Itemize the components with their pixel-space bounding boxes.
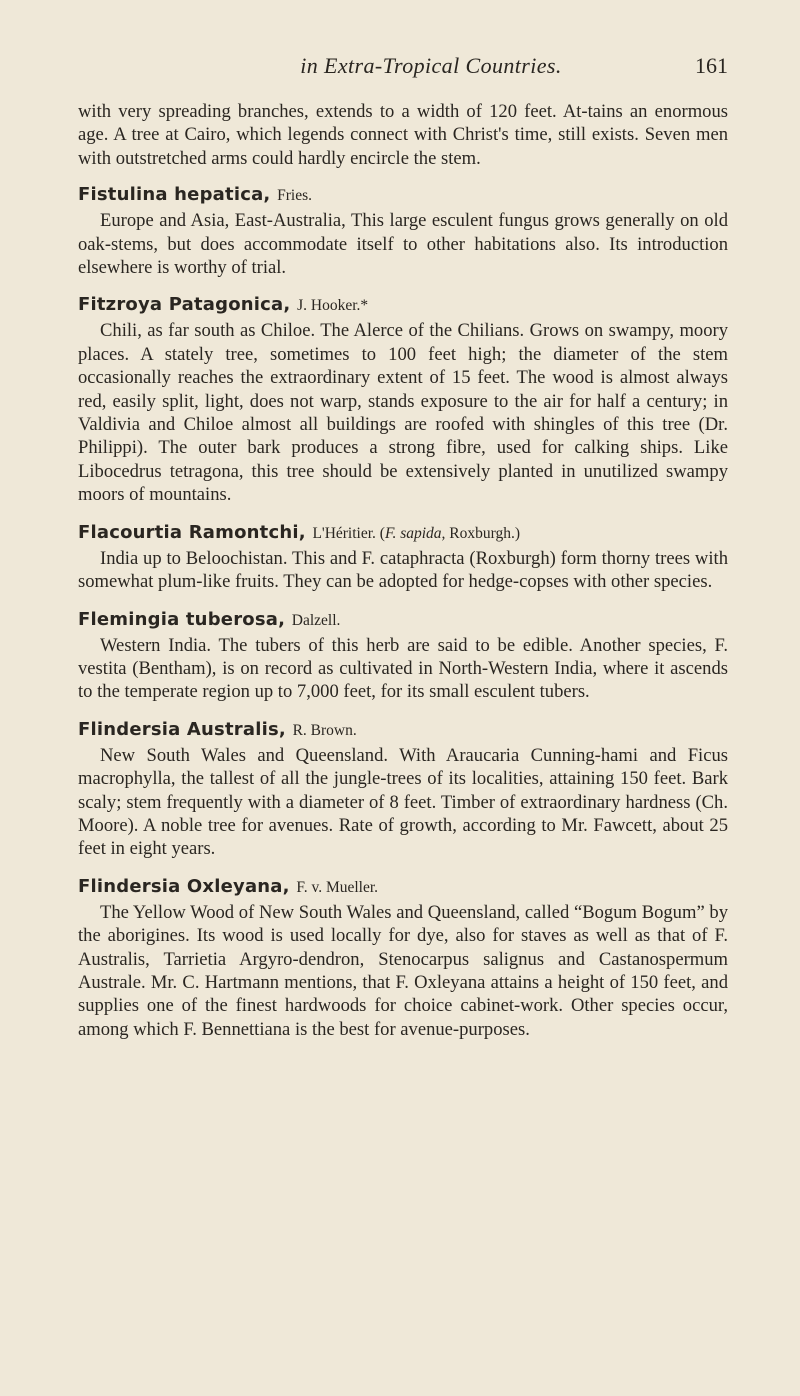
species-name: Flindersia Australis, — [78, 718, 286, 740]
entry-description: Western India. The tubers of this herb are said to be edible. Another species, F. vestita (Bentham), is on record as cultivated in North-Western India, where it ascends to the temperate region up to 7,000 feet, for its small esculent tubers. — [78, 634, 728, 703]
species-author — [312, 525, 520, 542]
species-author: Dalzell. — [291, 611, 341, 629]
species-name: Flindersia Oxleyana, — [78, 875, 290, 897]
species-name: Flacourtia Ramontchi, — [78, 521, 306, 543]
entry-heading — [78, 182, 728, 209]
entry-description: Chili, as far south as Chiloe. The Alerce of the Chilians. Grows on swampy, moory places. A stately tree, sometimes to 100 feet high; the diameter of the stem occasionally reaches the extraordinary extent of 15 feet. The wood is almost always red, easily split, light, does not warp, stands exposure to the air for half a century; in Valdivia and Chiloe almost all buildings are roofed with shingles of this tree (Dr. Philippi). The outer bark produces a strong fibre, used for calking ships. Like Libocedrus tetragona, this tree should be extensively planted in unutilized swampy moors of mountains. — [78, 320, 728, 506]
entry-flemingia-tuberosa — [78, 607, 728, 704]
entry-flindersia-oxleyana — [78, 874, 728, 1041]
entry-flindersia-australis — [78, 717, 728, 861]
species-author: F. v. Mueller. — [296, 878, 379, 896]
entry-description: The Yellow Wood of New South Wales and Queensland, called “Bogum Bogum” by the aborigines. Its wood is used locally for dye, also for staves as well as that of F. Australis, Tarrietia Argyro-dendron, Stenocarpus salignus and Castanospermum Australe. Mr. C. Hartmann mentions, that F. Oxleyana attains a height of 150 feet, and supplies one of the finest hardwoods for choice cabinet-work. Other species occur, among which F. Bennettiana is the best for avenue-purposes. — [78, 901, 728, 1040]
entry-flacourtia-ramontchi — [78, 520, 728, 594]
page-header — [78, 52, 728, 86]
species-author: J. Hooker.* — [297, 297, 369, 315]
synonym-author: Roxburgh.) — [445, 524, 521, 542]
entry-heading — [78, 717, 728, 744]
species-author: Fries. — [277, 187, 312, 205]
running-head: in Extra-Tropical Countries. — [300, 53, 562, 78]
species-author: R. Brown. — [292, 721, 357, 739]
page-body — [78, 100, 728, 1041]
entry-fistulina-hepatica — [78, 182, 728, 279]
species-name: Flemingia tuberosa, — [78, 608, 286, 630]
entry-heading — [78, 607, 728, 634]
species-name: Fitzroya Patagonica, — [78, 294, 291, 316]
entry-heading — [78, 520, 728, 547]
entry-heading — [78, 874, 728, 901]
entry-heading — [78, 292, 728, 319]
entry-description: India up to Beloochistan. This and F. cataphracta (Roxburgh) form thorny trees with somewhat plum-like fruits. They can be adopted for hedge-copses with other species. — [78, 547, 728, 593]
synonym-name: F. sapida, — [384, 524, 446, 542]
entry-fitzroya-patagonica — [78, 292, 728, 506]
synonym-open: ( — [375, 524, 385, 542]
page-number: 161 — [695, 53, 728, 78]
species-author-name: L'Héritier. — [312, 524, 376, 542]
entry-description: New South Wales and Queensland. With Araucaria Cunning-hami and Ficus macrophylla, the tallest of all the jungle-trees of its localities, attaining 150 feet. Bark scaly; stem frequently with a diameter of 8 feet. Timber of extraordinary hardness (Ch. Moore). A noble tree for avenues. Rate of growth, according to Mr. Fawcett, about 25 feet in eight years. — [78, 744, 728, 860]
species-name: Fistulina hepatica, — [78, 184, 271, 206]
entry-description: Europe and Asia, East-Australia, This large esculent fungus grows generally on old oak-stems, but does accommodate itself to other habitations also. Its introduction elsewhere is worthy of trial. — [78, 210, 728, 279]
continuation-paragraph: with very spreading branches, extends to a width of 120 feet. At-tains an enormous age. A tree at Cairo, which legends connect with Christ's time, still exists. Seven men with outstretched arms could hardly encircle the stem. — [78, 101, 728, 169]
